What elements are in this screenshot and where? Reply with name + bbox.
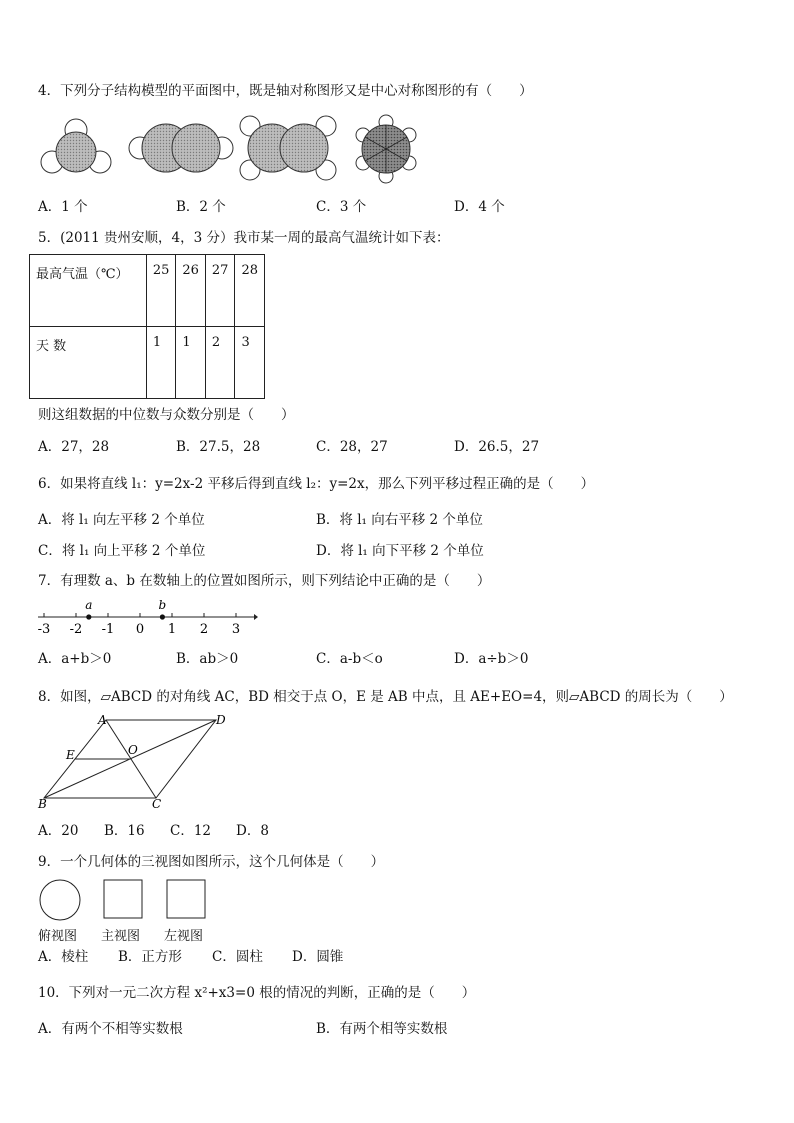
label-o: O: [128, 743, 138, 757]
q4-option-b: B．2 个: [176, 199, 226, 215]
q9-option-a: A．棱柱: [38, 949, 89, 965]
q10-stem: 10．下列对一元二次方程 x²+x3=0 根的情况的判断，正确的是（ ）: [38, 985, 476, 1001]
q8-option-d: D．8: [236, 823, 269, 839]
q10-option-b: B．有两个相等实数根: [316, 1021, 448, 1037]
q9-stem: 9．一个几何体的三视图如图所示，这个几何体是（ ）: [38, 854, 385, 870]
days-cell-4: 3: [235, 327, 265, 399]
view-label-front: 主视图: [101, 929, 141, 944]
axis-tick-label: -1: [101, 622, 115, 637]
axis-tick-label: 0: [135, 622, 145, 637]
q7-option-c: C．a-b＜o: [316, 651, 383, 667]
q6-option-c: C．将 l₁ 向上平移 2 个单位: [38, 543, 206, 559]
q5-temperature-table: [29, 254, 265, 399]
days-cell-2: 1: [176, 327, 206, 399]
temp-cell-3: 27: [205, 255, 235, 327]
temp-cell-4: 28: [235, 255, 265, 327]
q10-option-a: A．有两个不相等实数根: [38, 1021, 183, 1037]
view-label-side: 左视图: [164, 929, 204, 944]
table-header-label: 最高气温（℃）: [30, 255, 147, 327]
molecule-3-figure: [240, 116, 336, 180]
q5-option-a: A．27，28: [38, 439, 110, 455]
molecule-4-figure: [356, 115, 416, 183]
temp-cell-1: 25: [146, 255, 176, 327]
days-cell-3: 2: [205, 327, 235, 399]
axis-tick-label: -2: [69, 622, 83, 637]
q7-option-a: A．a+b＞0: [38, 651, 112, 667]
side-view-square: [167, 880, 205, 918]
q7-option-b: B．ab＞0: [176, 651, 239, 667]
q5-option-b: B．27.5，28: [176, 439, 261, 455]
molecule-1-figure: [41, 119, 111, 173]
q4-option-a: A．1 个: [38, 199, 88, 215]
q8-parallelogram-figure: [36, 712, 232, 812]
q9-option-b: B．正方形: [118, 949, 182, 965]
label-c: C: [152, 797, 162, 811]
q9-option-d: D．圆锥: [292, 949, 344, 965]
q8-stem: 8．如图，▱ABCD 的对角线 AC，BD 相交于点 O，E 是 AB 中点，且 AE+EO=4，则▱ABCD 的周长为（ ）: [38, 689, 733, 705]
point-a: [86, 614, 91, 619]
q8-option-c: C．12: [170, 823, 212, 839]
axis-tick-label: -3: [37, 622, 51, 637]
table-days-label: 天 数: [30, 327, 147, 399]
front-view-square: [104, 880, 142, 918]
q5-stem: 5．(2011 贵州安顺，4，3 分）我市某一周的最高气温统计如下表：: [38, 230, 450, 246]
label-d: D: [216, 713, 226, 727]
q5-option-d: D．26.5，27: [454, 439, 540, 455]
axis-tick-label: 2: [199, 622, 209, 637]
q9-three-views: [38, 878, 210, 922]
q6-option-b: B．将 l₁ 向右平移 2 个单位: [316, 512, 483, 528]
label-b: B: [38, 797, 47, 811]
q4-option-d: D．4 个: [454, 199, 505, 215]
q7-option-d: D．a÷b＞0: [454, 651, 529, 667]
q9-option-c: C．圆柱: [212, 949, 263, 965]
label-a: A: [98, 713, 107, 727]
q8-option-b: B．16: [104, 823, 145, 839]
top-view-circle: [40, 880, 80, 920]
q8-option-a: A．20: [38, 823, 79, 839]
q7-stem: 7．有理数 a、b 在数轴上的位置如图所示，则下列结论中正确的是（ ）: [38, 573, 491, 589]
q4-option-c: C．3 个: [316, 199, 367, 215]
point-label-a: a: [85, 598, 93, 612]
q5-option-c: C．28，27: [316, 439, 388, 455]
label-e: E: [66, 748, 75, 762]
q6-option-d: D．将 l₁ 向下平移 2 个单位: [316, 543, 484, 559]
axis-tick-label: 3: [231, 622, 241, 637]
q6-option-a: A．将 l₁ 向左平移 2 个单位: [38, 512, 205, 528]
point-b: [160, 614, 165, 619]
q7-number-line: [34, 596, 258, 638]
temp-cell-2: 26: [176, 255, 206, 327]
molecule-2-figure: [129, 124, 233, 172]
q4-molecule-figures: [36, 112, 428, 186]
point-label-b: b: [158, 598, 167, 612]
view-label-top: 俯视图: [38, 929, 78, 944]
q5-followup: 则这组数据的中位数与众数分别是（ ）: [38, 407, 295, 423]
q6-stem: 6．如果将直线 l₁：y=2x-2 平移后得到直线 l₂：y=2x，那么下列平移过程正确的是（ ）: [38, 476, 595, 492]
axis-tick-label: 1: [167, 622, 177, 637]
days-cell-1: 1: [146, 327, 176, 399]
q4-stem: 4．下列分子结构模型的平面图中，既是轴对称图形又是中心对称图形的有（ ）: [38, 83, 533, 99]
